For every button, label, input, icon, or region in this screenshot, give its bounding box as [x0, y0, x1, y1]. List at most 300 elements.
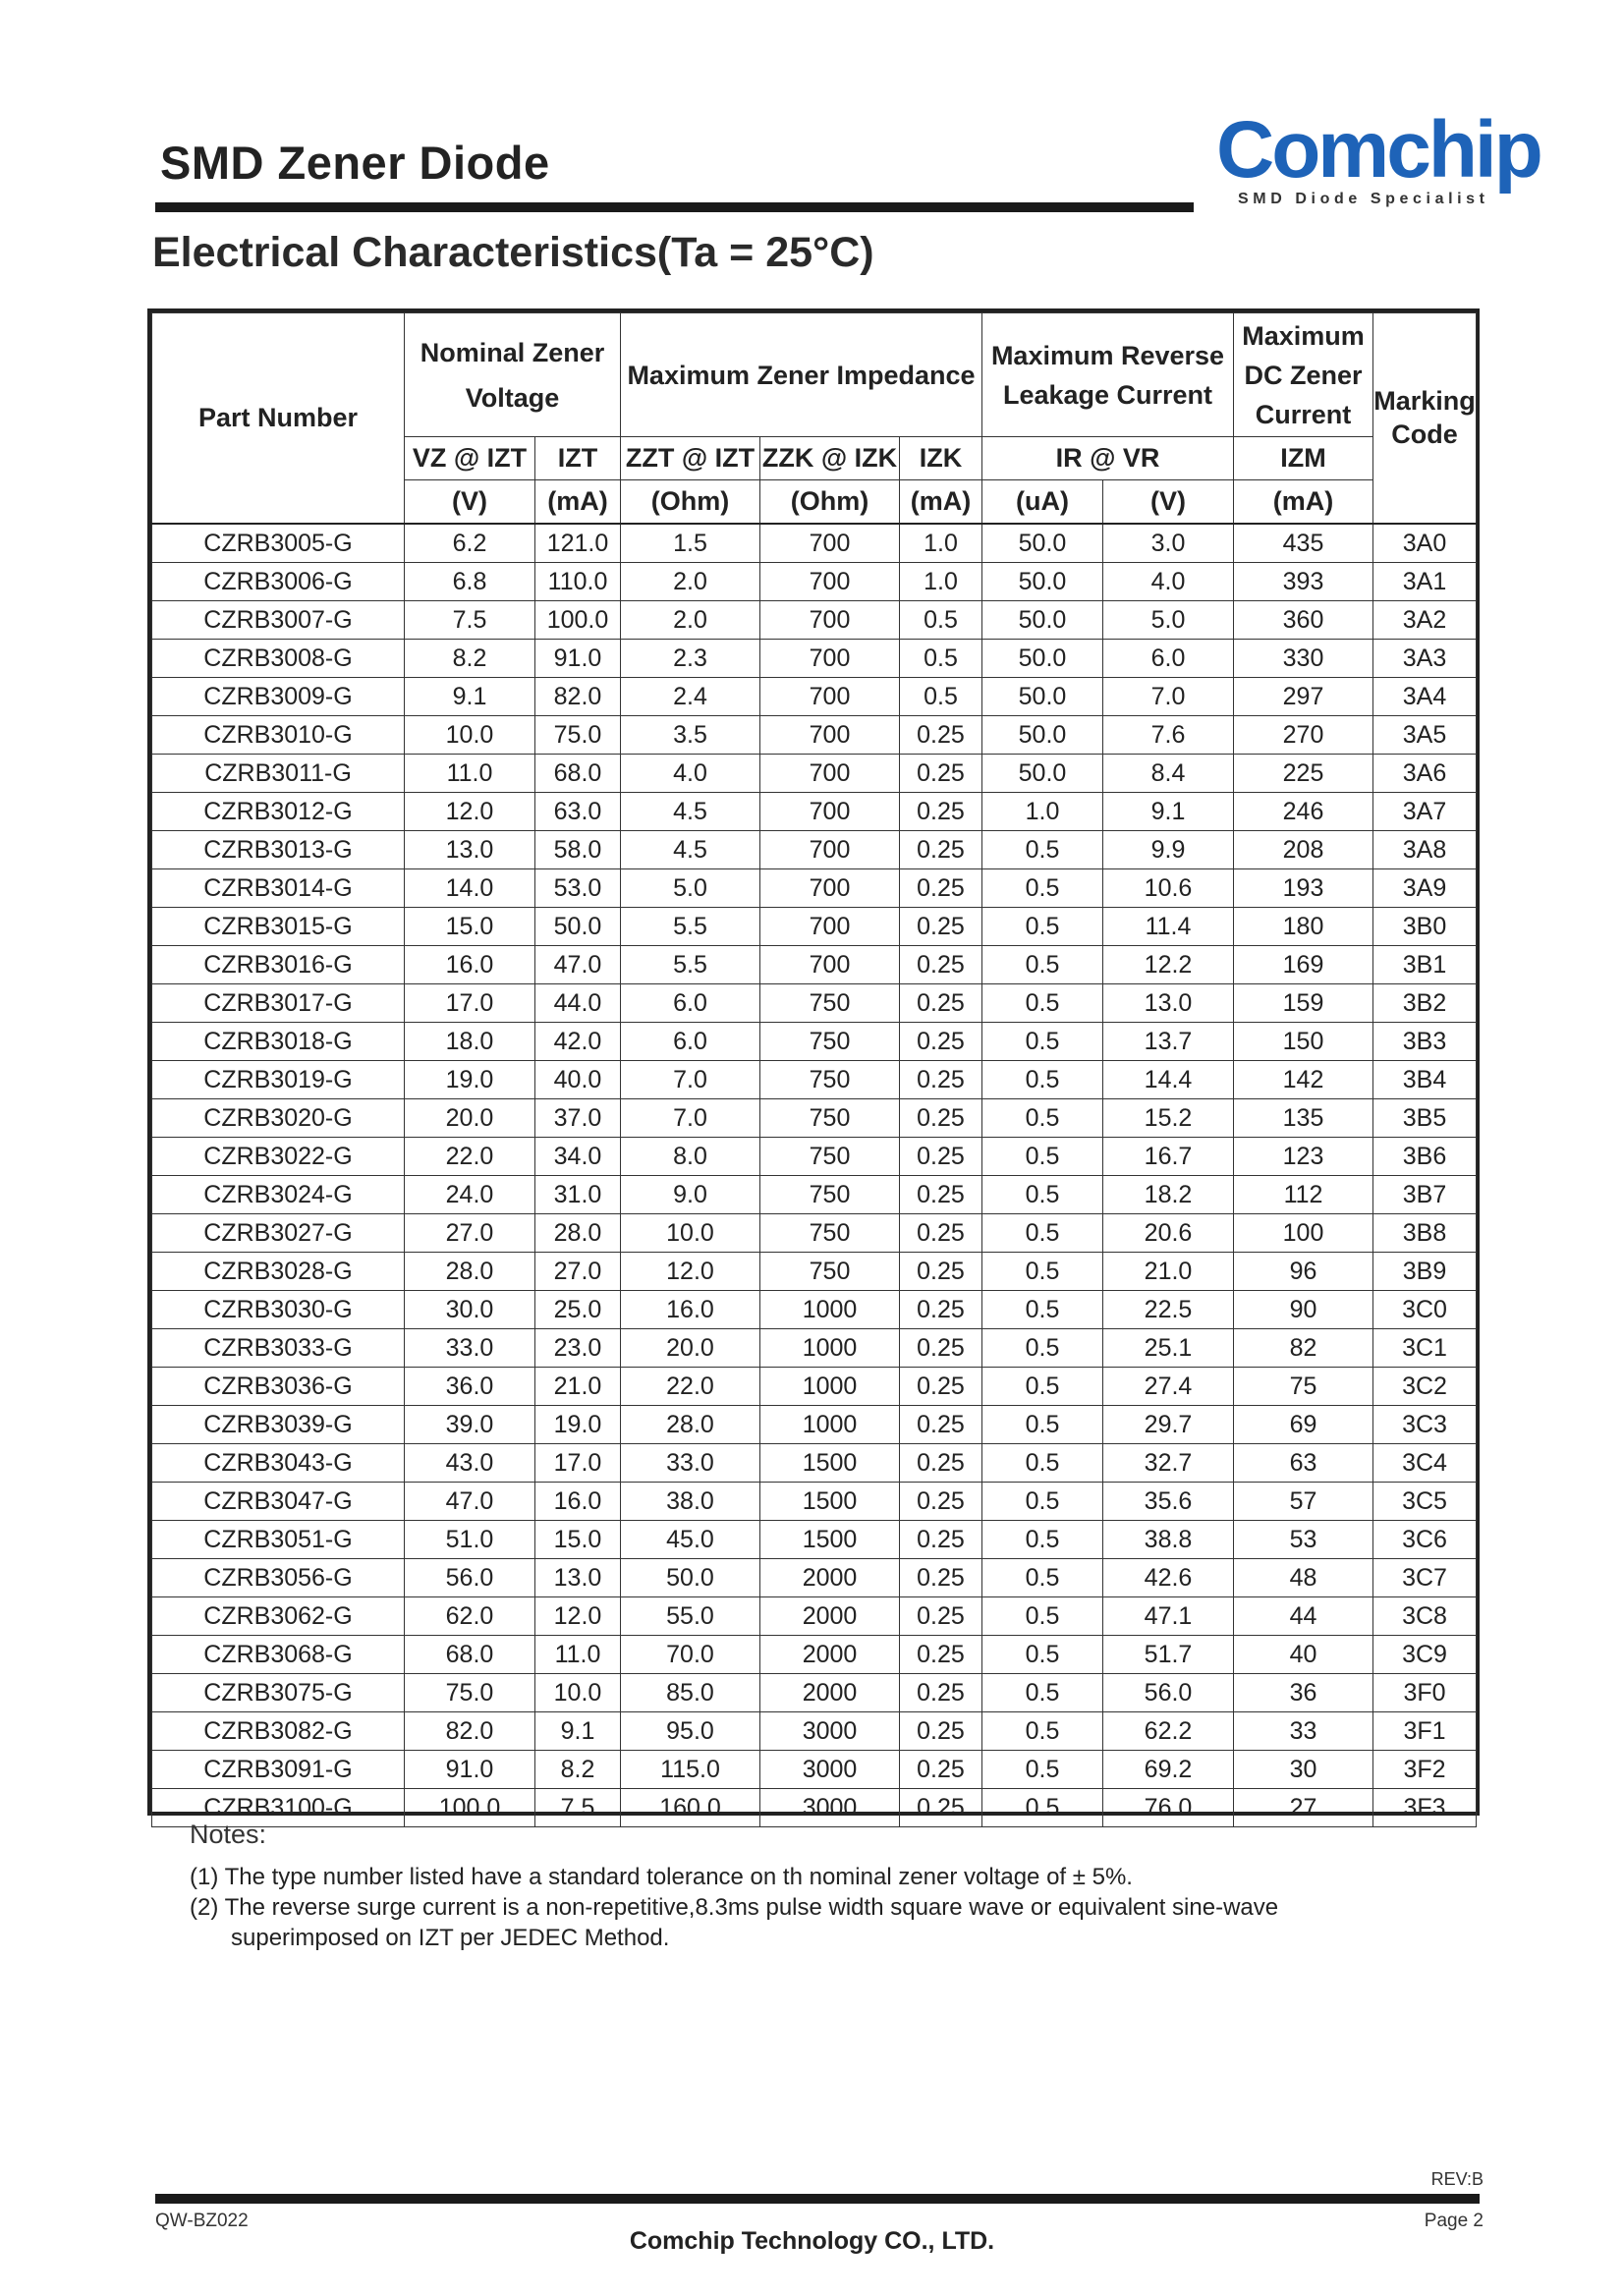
vr-cell: 47.1 — [1103, 1596, 1234, 1635]
izt-cell: 44.0 — [535, 983, 621, 1022]
izm-cell: 33 — [1234, 1711, 1373, 1750]
izm-cell: 159 — [1234, 983, 1373, 1022]
izt-cell: 17.0 — [535, 1443, 621, 1482]
izk-cell: 0.25 — [900, 1750, 982, 1788]
vr-cell: 14.4 — [1103, 1060, 1234, 1098]
ir-cell: 0.5 — [982, 1788, 1103, 1826]
part-number-cell: CZRB3014-G — [152, 868, 405, 907]
marking-code-cell: 3F0 — [1373, 1673, 1477, 1711]
vz-cell: 27.0 — [405, 1213, 535, 1252]
zzk-cell: 1000 — [760, 1367, 900, 1405]
marking-code-cell: 3B8 — [1373, 1213, 1477, 1252]
part-number-cell: CZRB3027-G — [152, 1213, 405, 1252]
table-row — [152, 1137, 1477, 1175]
zzt-cell: 9.0 — [621, 1175, 760, 1213]
table-row — [152, 1328, 1477, 1367]
vr-cell: 12.2 — [1103, 945, 1234, 983]
izm-cell: 40 — [1234, 1635, 1373, 1673]
logo-tagline: SMD Diode Specialist — [1238, 191, 1489, 207]
zzk-cell: 1000 — [760, 1328, 900, 1367]
izt-cell: 91.0 — [535, 639, 621, 677]
zzk-cell: 700 — [760, 562, 900, 600]
table-row — [152, 754, 1477, 792]
zzt-cell: 2.4 — [621, 677, 760, 715]
revision-label: REV:B — [1430, 2169, 1484, 2189]
company-logo — [1216, 105, 1540, 216]
izt-cell: 8.2 — [535, 1750, 621, 1788]
marking-code-cell: 3C6 — [1373, 1520, 1477, 1558]
table-row — [152, 524, 1477, 563]
marking-code-cell: 3A7 — [1373, 792, 1477, 830]
izt-cell: 58.0 — [535, 830, 621, 868]
izm-cell: 150 — [1234, 1022, 1373, 1060]
vr-cell: 13.7 — [1103, 1022, 1234, 1060]
zzk-cell: 2000 — [760, 1558, 900, 1596]
header-marking-code: Marking Code — [1373, 313, 1477, 524]
marking-code-cell: 3B9 — [1373, 1252, 1477, 1290]
vz-cell: 16.0 — [405, 945, 535, 983]
izk-cell: 0.25 — [900, 1022, 982, 1060]
izm-cell: 135 — [1234, 1098, 1373, 1137]
izt-cell: 63.0 — [535, 792, 621, 830]
izm-cell: 142 — [1234, 1060, 1373, 1098]
part-number-cell: CZRB3091-G — [152, 1750, 405, 1788]
company-name: Comchip Technology CO., LTD. — [629, 2227, 995, 2255]
izm-cell: 169 — [1234, 945, 1373, 983]
marking-code-cell: 3B0 — [1373, 907, 1477, 945]
zzt-cell: 12.0 — [621, 1252, 760, 1290]
ir-cell: 0.5 — [982, 1443, 1103, 1482]
zzt-cell: 95.0 — [621, 1711, 760, 1750]
subheader-zzt: ZZT @ IZT — [621, 437, 760, 480]
vz-cell: 6.2 — [405, 524, 535, 563]
characteristics-table-frame — [147, 308, 1480, 1821]
vr-cell: 8.4 — [1103, 754, 1234, 792]
part-number-cell: CZRB3016-G — [152, 945, 405, 983]
unit-cell: (uA) — [982, 480, 1103, 524]
table-row — [152, 1060, 1477, 1098]
vz-cell: 39.0 — [405, 1405, 535, 1443]
table-row — [152, 868, 1477, 907]
izk-cell: 0.25 — [900, 1213, 982, 1252]
vz-cell: 43.0 — [405, 1443, 535, 1482]
ir-cell: 0.5 — [982, 1213, 1103, 1252]
izk-cell: 0.25 — [900, 1060, 982, 1098]
izk-cell: 0.25 — [900, 1290, 982, 1328]
note-item: (1) The type number listed have a standard tolerance on th nominal zener voltage of ± 5%. — [190, 1864, 1133, 1890]
part-number-cell: CZRB3075-G — [152, 1673, 405, 1711]
vz-cell: 91.0 — [405, 1750, 535, 1788]
izt-cell: 9.1 — [535, 1711, 621, 1750]
header-part-number: Part Number — [152, 313, 405, 524]
izm-cell: 82 — [1234, 1328, 1373, 1367]
vz-cell: 36.0 — [405, 1367, 535, 1405]
zzt-cell: 85.0 — [621, 1673, 760, 1711]
izt-cell: 15.0 — [535, 1520, 621, 1558]
zzk-cell: 750 — [760, 1175, 900, 1213]
izt-cell: 28.0 — [535, 1213, 621, 1252]
izm-cell: 63 — [1234, 1443, 1373, 1482]
izk-cell: 0.25 — [900, 1482, 982, 1520]
part-number-cell: CZRB3033-G — [152, 1328, 405, 1367]
zzt-cell: 2.0 — [621, 600, 760, 639]
part-number-cell: CZRB3047-G — [152, 1482, 405, 1520]
electrical-characteristics-table — [151, 312, 1477, 1827]
table-row — [152, 715, 1477, 754]
zzt-cell: 115.0 — [621, 1750, 760, 1788]
zzt-cell: 5.0 — [621, 868, 760, 907]
izm-cell: 96 — [1234, 1252, 1373, 1290]
notes-section — [190, 1820, 1349, 1953]
marking-code-cell: 3C3 — [1373, 1405, 1477, 1443]
table-row — [152, 1022, 1477, 1060]
zzk-cell: 750 — [760, 1252, 900, 1290]
vz-cell: 24.0 — [405, 1175, 535, 1213]
part-number-cell: CZRB3009-G — [152, 677, 405, 715]
vz-cell: 15.0 — [405, 907, 535, 945]
ir-cell: 0.5 — [982, 983, 1103, 1022]
izk-cell: 0.25 — [900, 907, 982, 945]
zzk-cell: 3000 — [760, 1711, 900, 1750]
page-title: SMD Zener Diode — [160, 137, 550, 189]
zzk-cell: 1000 — [760, 1405, 900, 1443]
zzk-cell: 700 — [760, 945, 900, 983]
ir-cell: 50.0 — [982, 639, 1103, 677]
zzt-cell: 55.0 — [621, 1596, 760, 1635]
marking-code-cell: 3B2 — [1373, 983, 1477, 1022]
zzk-cell: 700 — [760, 830, 900, 868]
izm-cell: 270 — [1234, 715, 1373, 754]
zzk-cell: 2000 — [760, 1596, 900, 1635]
part-number-cell: CZRB3051-G — [152, 1520, 405, 1558]
zzt-cell: 7.0 — [621, 1060, 760, 1098]
izm-cell: 75 — [1234, 1367, 1373, 1405]
zzt-cell: 28.0 — [621, 1405, 760, 1443]
vr-cell: 11.4 — [1103, 907, 1234, 945]
vr-cell: 10.6 — [1103, 868, 1234, 907]
table-row — [152, 1252, 1477, 1290]
zzt-cell: 10.0 — [621, 1213, 760, 1252]
vz-cell: 18.0 — [405, 1022, 535, 1060]
part-number-cell: CZRB3028-G — [152, 1252, 405, 1290]
marking-code-cell: 3C0 — [1373, 1290, 1477, 1328]
izt-cell: 110.0 — [535, 562, 621, 600]
izt-cell: 19.0 — [535, 1405, 621, 1443]
part-number-cell: CZRB3011-G — [152, 754, 405, 792]
vr-cell: 13.0 — [1103, 983, 1234, 1022]
izk-cell: 0.25 — [900, 1596, 982, 1635]
izt-cell: 25.0 — [535, 1290, 621, 1328]
marking-code-cell: 3F2 — [1373, 1750, 1477, 1788]
marking-code-cell: 3A6 — [1373, 754, 1477, 792]
izk-cell: 0.25 — [900, 1520, 982, 1558]
zzk-cell: 1500 — [760, 1482, 900, 1520]
part-number-cell: CZRB3013-G — [152, 830, 405, 868]
izk-cell: 0.25 — [900, 1137, 982, 1175]
part-number-cell: CZRB3007-G — [152, 600, 405, 639]
vr-cell: 62.2 — [1103, 1711, 1234, 1750]
izt-cell: 53.0 — [535, 868, 621, 907]
footer-divider — [155, 2194, 1480, 2204]
subheader-izk: IZK — [900, 437, 982, 480]
vz-cell: 13.0 — [405, 830, 535, 868]
izk-cell: 0.25 — [900, 1328, 982, 1367]
izt-cell: 50.0 — [535, 907, 621, 945]
unit-cell: (mA) — [900, 480, 982, 524]
marking-code-cell: 3B6 — [1373, 1137, 1477, 1175]
izm-cell: 53 — [1234, 1520, 1373, 1558]
izk-cell: 0.25 — [900, 1098, 982, 1137]
izm-cell: 90 — [1234, 1290, 1373, 1328]
part-number-cell: CZRB3056-G — [152, 1558, 405, 1596]
ir-cell: 50.0 — [982, 524, 1103, 563]
part-number-cell: CZRB3022-G — [152, 1137, 405, 1175]
zzt-cell: 45.0 — [621, 1520, 760, 1558]
izk-cell: 0.25 — [900, 983, 982, 1022]
izk-cell: 0.25 — [900, 1252, 982, 1290]
zzk-cell: 750 — [760, 1022, 900, 1060]
zzk-cell: 700 — [760, 754, 900, 792]
izt-cell: 121.0 — [535, 524, 621, 563]
vz-cell: 11.0 — [405, 754, 535, 792]
unit-cell: (mA) — [1234, 480, 1373, 524]
table-row — [152, 1596, 1477, 1635]
header-max-dc-zener-current: Maximum DC Zener Current — [1234, 313, 1373, 437]
vr-cell: 38.8 — [1103, 1520, 1234, 1558]
zzt-cell: 4.5 — [621, 830, 760, 868]
vz-cell: 33.0 — [405, 1328, 535, 1367]
izk-cell: 0.25 — [900, 792, 982, 830]
zzt-cell: 4.0 — [621, 754, 760, 792]
ir-cell: 0.5 — [982, 1520, 1103, 1558]
zzt-cell: 33.0 — [621, 1443, 760, 1482]
vz-cell: 7.5 — [405, 600, 535, 639]
table-row — [152, 562, 1477, 600]
title-divider — [155, 202, 1194, 212]
subheader-vz: VZ @ IZT — [405, 437, 535, 480]
vz-cell: 68.0 — [405, 1635, 535, 1673]
zzk-cell: 3000 — [760, 1750, 900, 1788]
table-row — [152, 1750, 1477, 1788]
izt-cell: 10.0 — [535, 1673, 621, 1711]
zzt-cell: 50.0 — [621, 1558, 760, 1596]
vr-cell: 5.0 — [1103, 600, 1234, 639]
header-max-zener-impedance: Maximum Zener Impedance — [621, 313, 982, 437]
part-number-cell: CZRB3030-G — [152, 1290, 405, 1328]
zzt-cell: 2.0 — [621, 562, 760, 600]
izk-cell: 1.0 — [900, 562, 982, 600]
izt-cell: 34.0 — [535, 1137, 621, 1175]
marking-code-cell: 3F1 — [1373, 1711, 1477, 1750]
notes-title: Notes: — [190, 1820, 267, 1849]
ir-cell: 50.0 — [982, 715, 1103, 754]
table-row — [152, 1443, 1477, 1482]
part-number-cell: CZRB3018-G — [152, 1022, 405, 1060]
part-number-cell: CZRB3039-G — [152, 1405, 405, 1443]
marking-code-cell: 3B3 — [1373, 1022, 1477, 1060]
zzk-cell: 700 — [760, 600, 900, 639]
unit-cell: (Ohm) — [760, 480, 900, 524]
zzt-cell: 20.0 — [621, 1328, 760, 1367]
izt-cell: 12.0 — [535, 1596, 621, 1635]
zzt-cell: 6.0 — [621, 983, 760, 1022]
ir-cell: 0.5 — [982, 1482, 1103, 1520]
zzk-cell: 700 — [760, 868, 900, 907]
ir-cell: 0.5 — [982, 1711, 1103, 1750]
part-number-cell: CZRB3012-G — [152, 792, 405, 830]
ir-cell: 50.0 — [982, 677, 1103, 715]
izm-cell: 360 — [1234, 600, 1373, 639]
ir-cell: 0.5 — [982, 1290, 1103, 1328]
vz-cell: 75.0 — [405, 1673, 535, 1711]
part-number-cell: CZRB3010-G — [152, 715, 405, 754]
header-nominal-zener-voltage: Nominal Zener Voltage — [405, 313, 621, 437]
part-number-cell: CZRB3100-G — [152, 1788, 405, 1826]
vz-cell: 82.0 — [405, 1711, 535, 1750]
izk-cell: 0.25 — [900, 1175, 982, 1213]
ir-cell: 0.5 — [982, 1750, 1103, 1788]
zzt-cell: 2.3 — [621, 639, 760, 677]
vz-cell: 9.1 — [405, 677, 535, 715]
note-item: (2) The reverse surge current is a non-repetitive,8.3ms pulse width square wave or equivalent sine-wave superimposed on IZT per JEDEC Method. — [190, 1894, 1279, 1951]
table-row — [152, 1098, 1477, 1137]
izm-cell: 225 — [1234, 754, 1373, 792]
zzt-cell: 5.5 — [621, 907, 760, 945]
ir-cell: 0.5 — [982, 1673, 1103, 1711]
izm-cell: 246 — [1234, 792, 1373, 830]
izm-cell: 69 — [1234, 1405, 1373, 1443]
vz-cell: 51.0 — [405, 1520, 535, 1558]
ir-cell: 0.5 — [982, 830, 1103, 868]
vz-cell: 56.0 — [405, 1558, 535, 1596]
izm-cell: 100 — [1234, 1213, 1373, 1252]
zzt-cell: 16.0 — [621, 1290, 760, 1328]
unit-cell: (Ohm) — [621, 480, 760, 524]
izm-cell: 36 — [1234, 1673, 1373, 1711]
zzk-cell: 750 — [760, 1137, 900, 1175]
vz-cell: 8.2 — [405, 639, 535, 677]
vr-cell: 16.7 — [1103, 1137, 1234, 1175]
ir-cell: 50.0 — [982, 562, 1103, 600]
vr-cell: 4.0 — [1103, 562, 1234, 600]
zzk-cell: 700 — [760, 524, 900, 563]
table-row — [152, 1290, 1477, 1328]
marking-code-cell: 3A9 — [1373, 868, 1477, 907]
izm-cell: 180 — [1234, 907, 1373, 945]
izt-cell: 42.0 — [535, 1022, 621, 1060]
subheader-zzk: ZZK @ IZK — [760, 437, 900, 480]
marking-code-cell: 3A4 — [1373, 677, 1477, 715]
marking-code-cell: 3A0 — [1373, 524, 1477, 563]
vz-cell: 30.0 — [405, 1290, 535, 1328]
vr-cell: 69.2 — [1103, 1750, 1234, 1788]
zzt-cell: 70.0 — [621, 1635, 760, 1673]
part-number-cell: CZRB3068-G — [152, 1635, 405, 1673]
ir-cell: 1.0 — [982, 792, 1103, 830]
ir-cell: 0.5 — [982, 1252, 1103, 1290]
izk-cell: 0.5 — [900, 600, 982, 639]
ir-cell: 0.5 — [982, 1060, 1103, 1098]
marking-code-cell: 3C8 — [1373, 1596, 1477, 1635]
izm-cell: 208 — [1234, 830, 1373, 868]
izk-cell: 0.25 — [900, 715, 982, 754]
izt-cell: 13.0 — [535, 1558, 621, 1596]
ir-cell: 0.5 — [982, 1022, 1103, 1060]
marking-code-cell: 3C9 — [1373, 1635, 1477, 1673]
izt-cell: 100.0 — [535, 600, 621, 639]
table-row — [152, 677, 1477, 715]
vz-cell: 12.0 — [405, 792, 535, 830]
marking-code-cell: 3A5 — [1373, 715, 1477, 754]
part-number-cell: CZRB3019-G — [152, 1060, 405, 1098]
table-row — [152, 830, 1477, 868]
header-max-reverse-leakage: Maximum Reverse Leakage Current — [982, 313, 1234, 437]
vz-cell: 6.8 — [405, 562, 535, 600]
part-number-cell: CZRB3024-G — [152, 1175, 405, 1213]
izt-cell: 16.0 — [535, 1482, 621, 1520]
zzt-cell: 3.5 — [621, 715, 760, 754]
marking-code-cell: 3C1 — [1373, 1328, 1477, 1367]
izk-cell: 0.25 — [900, 868, 982, 907]
vr-cell: 9.1 — [1103, 792, 1234, 830]
izk-cell: 0.25 — [900, 1405, 982, 1443]
marking-code-cell: 3C7 — [1373, 1558, 1477, 1596]
part-number-cell: CZRB3082-G — [152, 1711, 405, 1750]
zzk-cell: 750 — [760, 983, 900, 1022]
part-number-cell: CZRB3043-G — [152, 1443, 405, 1482]
zzk-cell: 700 — [760, 907, 900, 945]
zzk-cell: 1500 — [760, 1520, 900, 1558]
izm-cell: 112 — [1234, 1175, 1373, 1213]
vz-cell: 22.0 — [405, 1137, 535, 1175]
zzt-cell: 38.0 — [621, 1482, 760, 1520]
zzt-cell: 6.0 — [621, 1022, 760, 1060]
subheader-ir-vr: IR @ VR — [982, 437, 1234, 480]
izt-cell: 75.0 — [535, 715, 621, 754]
vr-cell: 20.6 — [1103, 1213, 1234, 1252]
zzt-cell: 8.0 — [621, 1137, 760, 1175]
document-code: QW-BZ022 — [155, 2211, 249, 2231]
vr-cell: 15.2 — [1103, 1098, 1234, 1137]
ir-cell: 0.5 — [982, 1558, 1103, 1596]
logo-wordmark: Comchip — [1216, 105, 1540, 195]
zzk-cell: 700 — [760, 792, 900, 830]
table-row — [152, 1405, 1477, 1443]
ir-cell: 0.5 — [982, 1098, 1103, 1137]
izk-cell: 0.25 — [900, 1673, 982, 1711]
izm-cell: 330 — [1234, 639, 1373, 677]
zzk-cell: 2000 — [760, 1673, 900, 1711]
izt-cell: 23.0 — [535, 1328, 621, 1367]
page-number: Page 2 — [1424, 2211, 1484, 2231]
table-row — [152, 1711, 1477, 1750]
izk-cell: 0.5 — [900, 677, 982, 715]
vr-cell: 7.6 — [1103, 715, 1234, 754]
table-row — [152, 945, 1477, 983]
izm-cell: 193 — [1234, 868, 1373, 907]
vr-cell: 9.9 — [1103, 830, 1234, 868]
izt-cell: 7.5 — [535, 1788, 621, 1826]
zzt-cell: 160.0 — [621, 1788, 760, 1826]
subheader-izm: IZM — [1234, 437, 1373, 480]
izk-cell: 1.0 — [900, 524, 982, 563]
izk-cell: 0.25 — [900, 1367, 982, 1405]
table-body — [152, 524, 1477, 1827]
marking-code-cell: 3B7 — [1373, 1175, 1477, 1213]
vz-cell: 19.0 — [405, 1060, 535, 1098]
izk-cell: 0.25 — [900, 945, 982, 983]
table-row — [152, 1175, 1477, 1213]
